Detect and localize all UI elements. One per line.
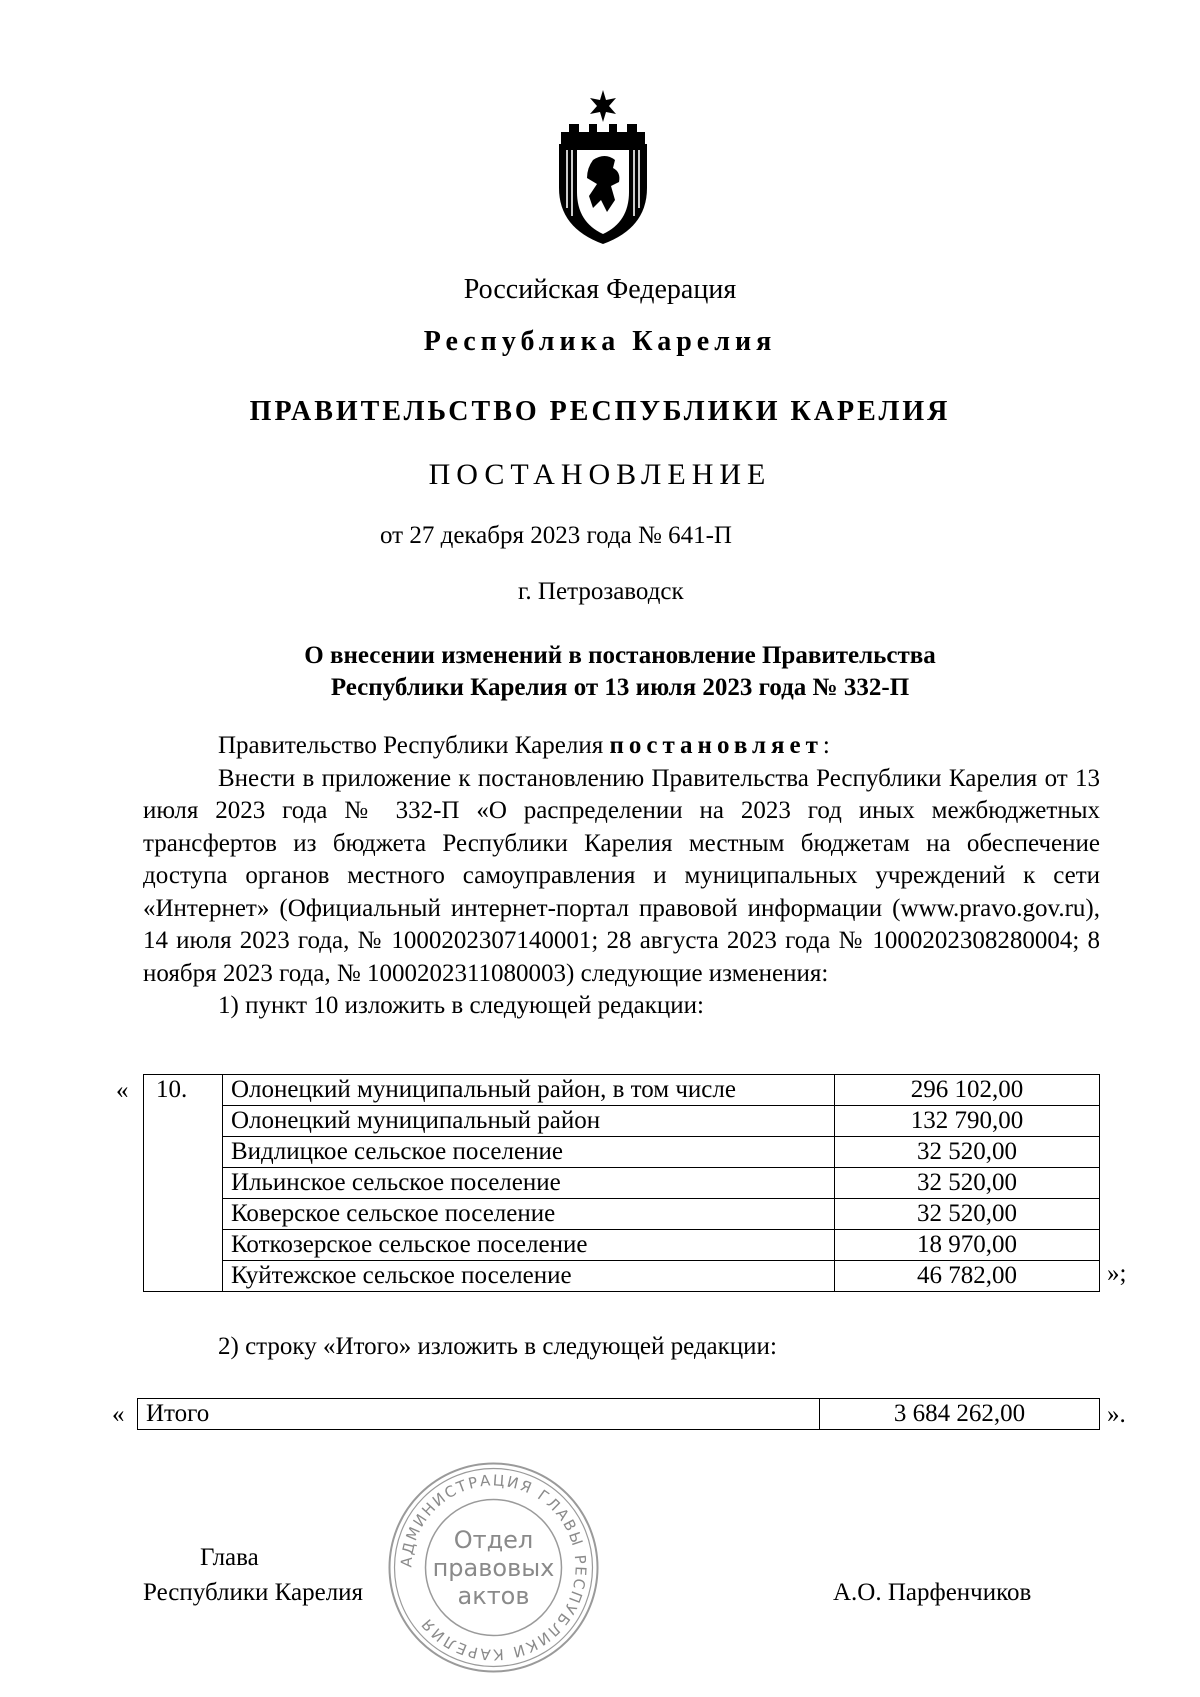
table-row: [144, 1075, 1100, 1106]
stamp-line-1: Отдел: [453, 1526, 534, 1554]
table-row: [138, 1399, 1100, 1430]
signatory-name: А.О. Парфенчиков: [833, 1579, 1032, 1606]
table-cell-value: 32 520,00: [835, 1199, 1100, 1230]
table-cell-name: Куйтежское сельское поселение: [223, 1261, 835, 1292]
coat-of-arms-emblem: [553, 88, 653, 248]
title-line-2: Республики Карелия от 13 июля 2023 года № 332-П: [330, 674, 910, 701]
table1-open-quote: «: [116, 1077, 129, 1104]
table-cell-number-empty: [144, 1199, 223, 1230]
table2-close-quote: ».: [1107, 1401, 1126, 1428]
government-name: ПРАВИТЕЛЬСТВО РЕСПУБЛИКИ КАРЕЛИЯ: [249, 396, 951, 427]
document-date-number: от 27 декабря 2023 года № 641-П: [380, 522, 732, 549]
table-cell-number-empty: [144, 1106, 223, 1137]
legal-acts-stamp: [386, 1460, 601, 1675]
table-cell-name: Коткозерское сельское поселение: [223, 1230, 835, 1261]
document-title: [240, 640, 1000, 704]
document-type: ПОСТАНОВЛЕНИЕ: [428, 458, 772, 491]
table-row: [144, 1137, 1100, 1168]
stamp-ring-text: АДМИНИСТРАЦИЯ ГЛАВЫ РЕСПУБЛИКИ КАРЕЛИЯ: [397, 1471, 590, 1664]
resolves-word: постановляет: [609, 732, 823, 759]
item-1-text: 1) пункт 10 изложить в следующей редакции:: [218, 992, 704, 1019]
table-row: [144, 1230, 1100, 1261]
table1-close-quote: »;: [1107, 1260, 1127, 1287]
table-cell-name: Коверское сельское поселение: [223, 1199, 835, 1230]
resolves-line: [143, 730, 1100, 763]
stamp-line-2: правовых: [432, 1554, 555, 1582]
table-cell-number-empty: [144, 1168, 223, 1199]
table-cell-name: Олонецкий муниципальный район: [223, 1106, 835, 1137]
total-table: [137, 1398, 1100, 1430]
document-body: [143, 730, 1100, 1023]
table-row: [144, 1199, 1100, 1230]
table2-open-quote: «: [112, 1401, 125, 1428]
table-cell-number-empty: [144, 1261, 223, 1292]
document-city: г. Петрозаводск: [518, 578, 684, 605]
title-line-1: О внесении изменений в постановление Правительства: [304, 642, 936, 669]
allocation-table: [143, 1074, 1100, 1292]
table-cell-value: 18 970,00: [835, 1230, 1100, 1261]
table-row: [144, 1168, 1100, 1199]
table-row: [144, 1261, 1100, 1292]
table-cell-name: Видлицкое сельское поселение: [223, 1137, 835, 1168]
table-cell-number: 10.: [144, 1075, 223, 1106]
total-value: 3 684 262,00: [820, 1399, 1100, 1430]
country-name: Российская Федерация: [463, 274, 737, 305]
signatory-position-line-2: Республики Карелия: [143, 1579, 364, 1606]
table-cell-value: 32 520,00: [835, 1137, 1100, 1168]
resolves-prefix: Правительство Республики Карелия: [218, 732, 610, 759]
table-cell-value: 296 102,00: [835, 1075, 1100, 1106]
table-cell-name: Ильинское сельское поселение: [223, 1168, 835, 1199]
table-cell-number-empty: [144, 1230, 223, 1261]
resolves-suffix: :: [822, 732, 830, 759]
signatory-position-line-1: Глава: [200, 1544, 259, 1571]
table-cell-value: 132 790,00: [835, 1106, 1100, 1137]
main-paragraph: Внести в приложение к постановлению Правительства Республики Карелия от 13 июля 2023 года № 332-П «О распределении на 2023 год иных межбюджетных трансфертов из бюджета Республики Карелия местным бюджетам на обеспечение доступа органов местного самоуправления и муниципальных учреждений к сети «Интернет» (Официальный интернет-портал правовой информации (www.pravo.gov.ru), 14 июля 2023 года, № 1000202307140001; 28 августа 2023 года № 1000202308280004; 8 ноября 2023 года, № 1000202311080003) следующие изменения:: [143, 764, 1100, 987]
item-2-text: 2) строку «Итого» изложить в следующей редакции:: [218, 1333, 777, 1360]
table-row: [144, 1106, 1100, 1137]
table-cell-value: 46 782,00: [835, 1261, 1100, 1292]
total-label: Итого: [138, 1399, 820, 1430]
republic-name: Республика Карелия: [423, 326, 777, 357]
table-cell-name: Олонецкий муниципальный район, в том числе: [223, 1075, 835, 1106]
table-cell-number-empty: [144, 1137, 223, 1168]
table-cell-value: 32 520,00: [835, 1168, 1100, 1199]
stamp-line-3: актов: [457, 1582, 530, 1610]
